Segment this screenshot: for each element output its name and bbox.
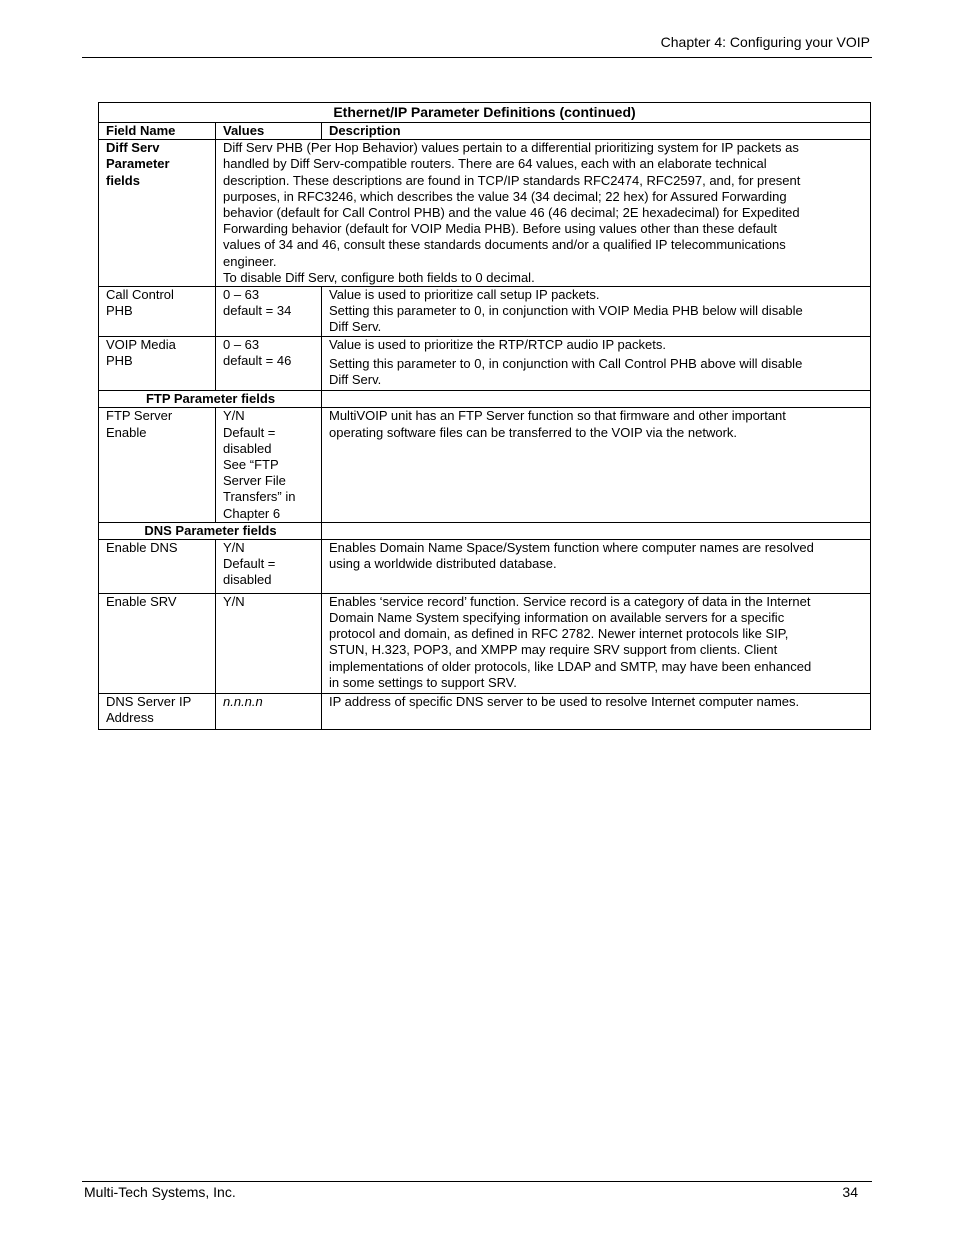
value-text: 0 – 63 xyxy=(223,287,260,303)
field-name: VOIP Media xyxy=(106,336,176,352)
table-row-call-control-phb xyxy=(99,287,871,337)
footer-company: Multi-Tech Systems, Inc. xyxy=(84,1184,236,1200)
description-line: description. These descriptions are found in TCP/IP standards RFC2474, RFC2597, and, for present xyxy=(223,172,801,188)
table-row-ftp-server-enable xyxy=(99,408,871,522)
field-name: DNS Server IP xyxy=(106,693,192,709)
value-text: Default = xyxy=(223,556,276,572)
description-line: Enables ‘service record’ function. Service record is a category of data in the Internet xyxy=(329,593,811,609)
header-rule xyxy=(82,57,872,58)
section-heading-dns: DNS Parameter fields xyxy=(99,522,322,539)
description-line: engineer. xyxy=(223,253,277,269)
field-name: Call Control xyxy=(106,287,174,303)
description-line: Value is used to prioritize call setup IP packets. xyxy=(329,287,600,303)
value-text: disabled xyxy=(223,440,272,456)
column-header-row xyxy=(99,123,871,140)
description-line: using a worldwide distributed database. xyxy=(329,556,557,572)
field-name: Address xyxy=(106,710,154,726)
table-section-row-dns xyxy=(99,522,871,539)
section-heading-ftp: FTP Parameter fields xyxy=(99,391,322,408)
field-name: Enable xyxy=(106,424,147,440)
description-cell xyxy=(322,540,871,594)
values-cell xyxy=(216,408,322,522)
value-text: Y/N xyxy=(223,408,245,424)
values-cell xyxy=(216,336,322,391)
description-line: Diff Serv PHB (Per Hop Behavior) values pertain to a differential prioritizing system for IP packets as xyxy=(223,140,799,156)
description-line: Diff Serv. xyxy=(329,372,382,388)
table-row-diffserv xyxy=(99,140,871,287)
field-name: Diff Serv Parameter fields xyxy=(106,140,170,188)
values-cell xyxy=(216,693,322,729)
field-name: PHB xyxy=(106,303,133,319)
description-line: Diff Serv. xyxy=(329,319,382,335)
description-cell xyxy=(322,593,871,693)
value-text: Server File xyxy=(223,473,286,489)
description-line: STUN, H.323, POP3, and XMPP may require SRV support from clients. Client xyxy=(329,642,778,658)
description-line: Setting this parameter to 0, in conjunction with Call Control PHB above will disable xyxy=(329,355,803,371)
chapter-header: Chapter 4: Configuring your VOIP xyxy=(660,34,870,50)
field-name-cell xyxy=(99,540,216,594)
description-line: IP address of specific DNS server to be used to resolve Internet computer names. xyxy=(329,693,800,709)
description-line: operating software files can be transferred to the VOIP via the network. xyxy=(329,424,738,440)
value-text: Default = xyxy=(223,424,276,440)
value-text: disabled xyxy=(223,572,272,588)
values-cell xyxy=(216,593,322,693)
table-caption-row xyxy=(99,103,871,123)
description-line: purposes, in RFC3246, which describes the value 34 (34 decimal; 22 hex) for Assured Forwarding xyxy=(223,188,787,204)
values-cell xyxy=(216,287,322,337)
field-name-cell xyxy=(99,408,216,522)
value-text: Chapter 6 xyxy=(223,505,281,521)
description-line: Enables Domain Name Space/System function where computer names are resolved xyxy=(329,540,814,556)
column-header-values: Values xyxy=(216,123,322,140)
description-line: values of 34 and 46, consult these standards documents and/or a qualified IP telecommunications xyxy=(223,237,786,253)
description-line: MultiVOIP unit has an FTP Server function so that firmware and other important xyxy=(329,408,786,424)
page-number: 34 xyxy=(842,1184,858,1200)
description-cell xyxy=(322,408,871,522)
description-line: in some settings to support SRV. xyxy=(329,674,517,690)
description-line: Setting this parameter to 0, in conjunction with VOIP Media PHB below will disable xyxy=(329,303,803,319)
value-text: See “FTP xyxy=(223,457,279,473)
table-section-row-ftp xyxy=(99,391,871,408)
value-text: n.n.n.n xyxy=(223,693,263,709)
field-name: FTP Server xyxy=(106,408,173,424)
footer-rule xyxy=(82,1181,872,1182)
field-name-cell xyxy=(99,593,216,693)
field-name: PHB xyxy=(106,352,133,368)
value-text: Transfers” in xyxy=(223,489,296,505)
table-title: Ethernet/IP Parameter Definitions (continued) xyxy=(99,103,871,123)
field-name-cell xyxy=(99,336,216,391)
description-line: handled by Diff Serv-compatible routers. There are 64 values, each with an elaborate technical xyxy=(223,156,767,172)
description-cell xyxy=(322,693,871,729)
values-cell xyxy=(216,540,322,594)
field-name: Enable SRV xyxy=(106,593,177,609)
description-line: Domain Name System specifying information on available servers for a specific xyxy=(329,609,785,625)
column-header-field-name: Field Name xyxy=(99,123,216,140)
description-line: implementations of older protocols, like LDAP and SMTP, may have been enhanced xyxy=(329,658,812,674)
value-text: default = 34 xyxy=(223,303,292,319)
value-text: Y/N xyxy=(223,540,245,556)
table-row-enable-dns xyxy=(99,540,871,594)
description-cell xyxy=(322,336,871,391)
field-name: Enable DNS xyxy=(106,540,178,556)
description-line: Value is used to prioritize the RTP/RTCP audio IP packets. xyxy=(329,336,666,352)
column-header-description: Description xyxy=(322,123,871,140)
table-row-dns-server-ip-address xyxy=(99,693,871,729)
field-name-cell xyxy=(99,140,216,287)
table-row-enable-srv xyxy=(99,593,871,693)
description-line: protocol and domain, as defined in RFC 2782. Newer internet protocols like SIP, xyxy=(329,626,789,642)
description-line: Forwarding behavior (default for VOIP Media PHB). Before using values other than these default xyxy=(223,221,778,237)
table-row-voip-media-phb xyxy=(99,336,871,391)
empty-cell xyxy=(322,522,871,539)
value-text: default = 46 xyxy=(223,352,292,368)
empty-cell xyxy=(322,391,871,408)
value-text: 0 – 63 xyxy=(223,336,260,352)
ethernet-ip-parameter-table xyxy=(98,102,871,730)
description-cell xyxy=(216,140,871,287)
field-name-cell xyxy=(99,287,216,337)
description-cell xyxy=(322,287,871,337)
description-line: To disable Diff Serv, configure both fields to 0 decimal. xyxy=(223,269,535,285)
description-line: behavior (default for Call Control PHB) and the value 46 (46 decimal; 2E hexadecimal) for Expedited xyxy=(223,205,800,221)
field-name-cell xyxy=(99,693,216,729)
value-text: Y/N xyxy=(223,593,245,609)
